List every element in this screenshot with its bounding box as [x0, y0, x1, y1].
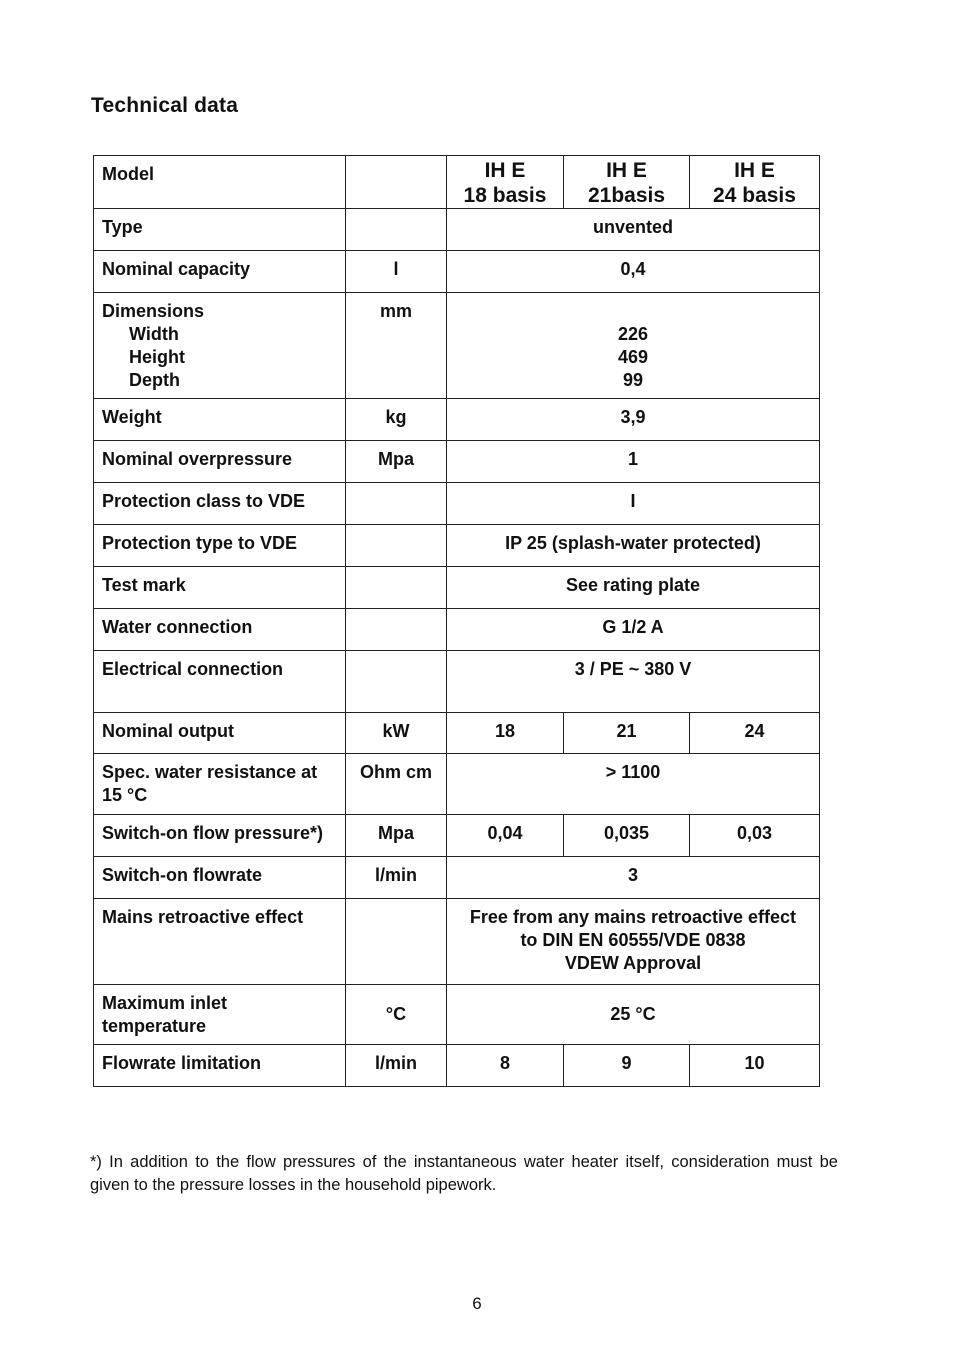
table-row-flowrate-limitation	[94, 1045, 820, 1087]
row-label: Weight	[94, 399, 346, 441]
value-cell: 18	[447, 713, 564, 754]
unit-cell	[346, 156, 447, 209]
value-cell: See rating plate	[447, 567, 820, 609]
row-label: Protection class to VDE	[94, 483, 346, 525]
row-label: Switch-on flow pressure*)	[94, 815, 346, 857]
row-label: Nominal capacity	[94, 251, 346, 293]
value-cell: 0,03	[690, 815, 820, 857]
model-header-18: IH E 18 basis	[447, 156, 564, 209]
table-row-capacity	[94, 251, 820, 293]
value-cell: Free from any mains retroactive effect to DIN EN 60555/VDE 0838 VDEW Approval	[447, 899, 820, 985]
unit-cell: l/min	[346, 1045, 447, 1087]
row-label: Test mark	[94, 567, 346, 609]
table-row-mains-effect	[94, 899, 820, 985]
footnote: *) In addition to the flow pressures of the instantaneous water heater itself, consideration must be given to the pressure losses in the household pipework.	[90, 1153, 838, 1194]
table-row-water-connection	[94, 609, 820, 651]
value-cell: 0,035	[564, 815, 690, 857]
row-label: Electrical connection	[94, 651, 346, 713]
table-row-switch-on-pressure	[94, 815, 820, 857]
table-row-test-mark	[94, 567, 820, 609]
unit-cell: mm	[346, 293, 447, 399]
table-row-dimensions	[94, 293, 820, 399]
unit-cell: Ohm cm	[346, 754, 447, 815]
value-cell: 0,4	[447, 251, 820, 293]
unit-cell	[346, 651, 447, 713]
value-cell: 226 469 99	[447, 293, 820, 399]
row-label: Spec. water resistance at 15 °C	[94, 754, 346, 815]
technical-data-table	[93, 155, 820, 1087]
value-cell: IP 25 (splash-water protected)	[447, 525, 820, 567]
value-cell: 3 / PE ~ 380 V	[447, 651, 820, 713]
unit-cell	[346, 209, 447, 251]
row-label: Water connection	[94, 609, 346, 651]
unit-cell: kg	[346, 399, 447, 441]
unit-cell: Mpa	[346, 441, 447, 483]
value-cell: 24	[690, 713, 820, 754]
table-row-protection-class	[94, 483, 820, 525]
model-header-24: IH E 24 basis	[690, 156, 820, 209]
table-row-water-resistance	[94, 754, 820, 815]
page-number: 6	[472, 1294, 482, 1313]
unit-cell: l	[346, 251, 447, 293]
row-label: Nominal output	[94, 713, 346, 754]
value-cell: > 1100	[447, 754, 820, 815]
value-cell: unvented	[447, 209, 820, 251]
table-row-nominal-output	[94, 713, 820, 754]
table-row-protection-type	[94, 525, 820, 567]
value-cell: 25 °C	[447, 985, 820, 1045]
table-row-switch-on-flowrate	[94, 857, 820, 899]
unit-cell: kW	[346, 713, 447, 754]
value-cell: 0,04	[447, 815, 564, 857]
row-label: Protection type to VDE	[94, 525, 346, 567]
unit-cell	[346, 525, 447, 567]
table-row-type	[94, 209, 820, 251]
unit-cell	[346, 567, 447, 609]
row-label: Maximum inlet temperature	[94, 985, 346, 1045]
value-cell: 3,9	[447, 399, 820, 441]
unit-cell: Mpa	[346, 815, 447, 857]
value-cell: 10	[690, 1045, 820, 1087]
table-row-electrical-connection	[94, 651, 820, 713]
page-title: Technical data	[91, 94, 239, 117]
table-row-overpressure	[94, 441, 820, 483]
unit-cell	[346, 899, 447, 985]
unit-cell	[346, 609, 447, 651]
row-label: Nominal overpressure	[94, 441, 346, 483]
value-cell: I	[447, 483, 820, 525]
value-cell: 3	[447, 857, 820, 899]
unit-cell: l/min	[346, 857, 447, 899]
value-cell: 9	[564, 1045, 690, 1087]
row-label: Model	[94, 156, 346, 209]
row-label: Mains retroactive effect	[94, 899, 346, 985]
row-label: Dimensions Width Height Depth	[94, 293, 346, 399]
table-row-model	[94, 156, 820, 209]
value-cell: 1	[447, 441, 820, 483]
table-row-weight	[94, 399, 820, 441]
row-label: Flowrate limitation	[94, 1045, 346, 1087]
table-row-max-inlet	[94, 985, 820, 1045]
value-cell: 21	[564, 713, 690, 754]
row-label: Switch-on flowrate	[94, 857, 346, 899]
value-cell: 8	[447, 1045, 564, 1087]
value-cell: G 1/2 A	[447, 609, 820, 651]
unit-cell	[346, 483, 447, 525]
row-label: Type	[94, 209, 346, 251]
model-header-21: IH E 21basis	[564, 156, 690, 209]
unit-cell: °C	[346, 985, 447, 1045]
